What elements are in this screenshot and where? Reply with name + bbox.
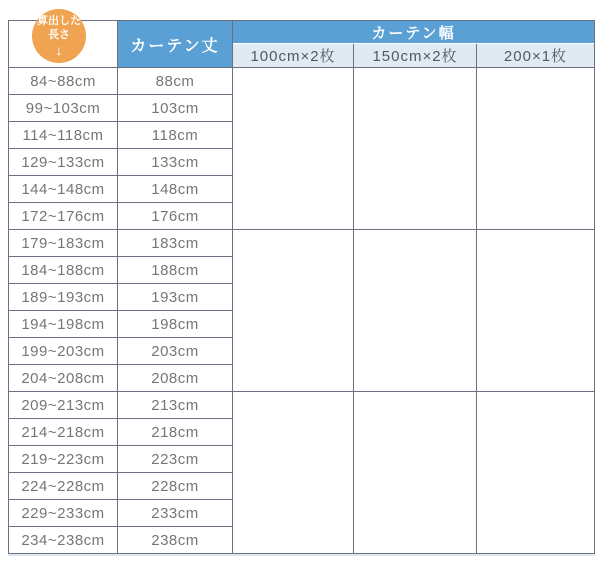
curtain-length-cell: 228cm [118,473,232,499]
curtain-length-cell: 233cm [118,500,232,526]
calculated-range-cell: 114~118cm [9,122,117,148]
calculated-range-cell: 229~233cm [9,500,117,526]
width-cell-group3-col3 [477,392,594,553]
size-table [8,20,595,554]
width-cell-group2-col3 [477,230,594,391]
calculated-range-cell: 144~148cm [9,176,117,202]
calculated-range-cell: 184~188cm [9,257,117,283]
curtain-length-cell: 133cm [118,149,232,175]
curtain-length-cell: 238cm [118,527,232,553]
calculated-range-cell: 194~198cm [9,311,117,337]
width-column-header-150: 150cm×2枚 [354,44,476,67]
curtain-length-cell: 218cm [118,419,232,445]
calculated-range-cell: 199~203cm [9,338,117,364]
width-cell-group2-col1 [233,230,353,391]
curtain-length-cell: 223cm [118,446,232,472]
width-column-header-100: 100cm×2枚 [233,44,353,67]
curtain-length-cell: 148cm [118,176,232,202]
curtain-length-cell: 183cm [118,230,232,256]
curtain-length-cell: 193cm [118,284,232,310]
width-cell-group2-col2 [354,230,476,391]
badge-line1: 算出した [37,15,81,28]
calculated-range-cell: 219~223cm [9,446,117,472]
calculated-range-cell: 214~218cm [9,419,117,445]
badge-line2: 長さ [48,28,70,41]
width-cell-group1-col3 [477,68,594,229]
width-cell-group1-col1 [233,68,353,229]
calculated-range-cell: 172~176cm [9,203,117,229]
calculated-range-cell: 189~193cm [9,284,117,310]
calculated-range-cell: 129~133cm [9,149,117,175]
calculated-range-cell: 224~228cm [9,473,117,499]
calculated-range-cell: 179~183cm [9,230,117,256]
calculated-range-cell: 209~213cm [9,392,117,418]
curtain-length-cell: 88cm [118,68,232,94]
curtain-length-cell: 213cm [118,392,232,418]
calculated-range-cell: 84~88cm [9,68,117,94]
curtain-length-cell: 176cm [118,203,232,229]
calculated-range-cell: 234~238cm [9,527,117,553]
width-group-header: カーテン幅 [233,21,594,43]
calculated-range-cell: 204~208cm [9,365,117,391]
curtain-length-cell: 188cm [118,257,232,283]
calculated-length-badge [32,9,86,63]
down-arrow-icon: ↓ [55,41,63,58]
curtain-length-cell: 198cm [118,311,232,337]
width-column-header-200: 200×1枚 [477,44,594,67]
calculated-range-cell: 99~103cm [9,95,117,121]
width-cell-group3-col2 [354,392,476,553]
width-cell-group1-col2 [354,68,476,229]
curtain-length-cell: 208cm [118,365,232,391]
curtain-length-cell: 103cm [118,95,232,121]
length-column-header: カーテン丈 [118,21,232,67]
curtain-length-cell: 118cm [118,122,232,148]
curtain-length-cell: 203cm [118,338,232,364]
width-cell-group3-col1 [233,392,353,553]
